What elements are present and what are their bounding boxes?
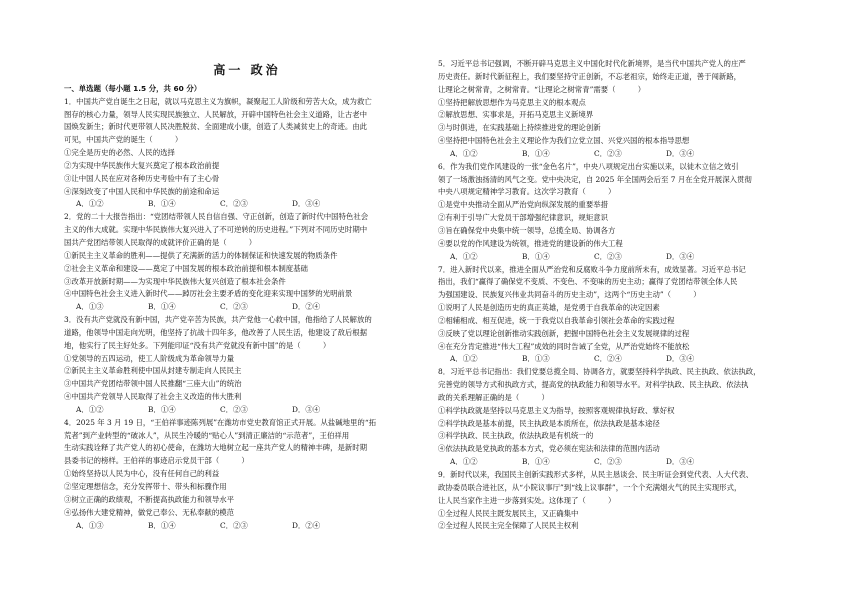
- text-line: 1．中国共产党自诞生之日起，就以马克思主义为旗帜，凝聚起工人阶级和劳苦大众，成为救亡: [64, 96, 372, 106]
- text-line: ③与时俱进，在实践基础上持续推进党的理论创新: [438, 123, 601, 133]
- text-line: 8．习近平总书记指出：我们党要总揽全局、协调各方，就要坚持科学执政、民主执政、依法执政，: [438, 367, 761, 377]
- text-line: ②相辅相成、相互促进，统一于我党以自我革命引领社会革命的实践过程: [438, 315, 675, 325]
- text-line: ②坚定理想信念，充分发挥带十、带头和标骤作用: [64, 482, 227, 491]
- answer-option: D．③④: [666, 251, 695, 261]
- answer-option: A．①②: [450, 354, 478, 364]
- text-line: 荒者”到产业转型的“破冰人”，从民生冷暖的“贴心人”到清正廉洁的“示范者”，王伯祥用: [64, 430, 350, 440]
- text-line: ①新民主主义革命的胜利——提供了充满新的活力的体制保证和快速发展的物质条件: [64, 250, 338, 260]
- answer-option: B．①④: [148, 302, 176, 312]
- answer-option: B．①④: [522, 148, 550, 158]
- text-line: ②社会主义革命和建设——奠定了中国发展的根本政治前提和根本制度基础: [64, 263, 308, 273]
- text-line: ①说明了人民是创造历史的真正英雄，是党勇于自我革命的决定因素: [438, 303, 660, 313]
- text-line: ②新民主主义革命胜利使中国从封建专制走向人民民主: [64, 366, 242, 376]
- text-line: ②为实现中华民族伟大复兴奠定了根本政治前提: [64, 160, 220, 170]
- text-line: ①完全是历史的必然、人民的选择: [64, 148, 175, 158]
- text-line: ①科学执政就是坚持以马克思主义为指导，按照客观规律执好政、掌好权: [438, 405, 675, 415]
- text-line: 让人民当家作主进一步落到实处。这体现了（ ）: [438, 495, 616, 505]
- text-line: ④深刻改变了中国人民和中华民族的前途和命运: [64, 186, 220, 196]
- text-line: 国共产党团结带领人民取得的成就评价正确的是（ ）: [64, 237, 257, 247]
- answer-option: D．③④: [666, 148, 695, 158]
- text-line: 生动实践诠释了共产党人的初心使命，在潍坊大地树立起一座共产党人的精神丰碑，是新时期: [64, 443, 368, 453]
- text-line: ④要以党的作风建设为统领，推进党的建设新的伟大工程: [438, 238, 623, 248]
- text-line: ②解放思想、实事求是，开拓马克思主义新境界: [438, 110, 594, 120]
- text-line: ④弘扬伟大建党精神，做党己奉公、无私奉献的模范: [64, 507, 234, 517]
- text-line: 道路，他领导中国走向光明，他坚持了抗战十四年多，他改善了人民生活，他建设了敌后根据: [64, 327, 368, 337]
- text-line: ④在充分肯定推进“伟大工程”成效的同时告诫了全党，从严治党始终不能放松: [438, 341, 690, 351]
- text-line: 让理论之树常青，之树常青。“让理论之树常青”需要（ ）: [438, 84, 646, 94]
- text-line: 4．2025 年 3 月 19 日，“王伯祥事迹陈列展”在潍坊市党史教育馆正式开展。从盐碱地里的“拓: [64, 417, 376, 427]
- answer-option: B．①③: [522, 354, 550, 364]
- answer-option: A．①②: [76, 199, 104, 209]
- text-line: ①全过程人民民主既发展民主，又正确集中: [438, 508, 579, 518]
- answer-option: B．①④: [148, 199, 176, 209]
- text-line: 中央八项规定精神学习教育。这次学习教育（ ）: [438, 187, 616, 197]
- right-questions: [438, 58, 804, 533]
- answer-options: [64, 198, 430, 211]
- text-line: 国焕发新生；新时代更带领人民决胜脱贫、全面建成小康，创造了人类减贫史上的奇迹。由此: [64, 122, 368, 132]
- text-line: ③中国共产党团结带领中国人民推翻“三座大山”的统治: [64, 379, 242, 389]
- text-line: 为强国建设、民族复兴伟业共同奋斗的历史主动”，这两个“历史主动”（ ）: [438, 290, 701, 300]
- text-line: ①坚持把解放思想作为马克思主义的根本观点: [438, 97, 586, 107]
- answer-option: D．③④: [666, 457, 695, 467]
- answer-option: C．②③: [220, 302, 248, 312]
- text-line: ④中国特色社会主义进入新时代——踔厉社会主要矛盾的变化迎来实现中国梦的光明前景: [64, 289, 353, 299]
- answer-options: [438, 148, 804, 161]
- text-line: ③反映了党以理论创新推动实践创新，把握中国特色社会主义发展规律的过程: [438, 328, 690, 338]
- answer-options: [438, 456, 804, 469]
- answer-option: C．②③: [594, 148, 622, 158]
- answer-option: C．②③: [220, 404, 248, 414]
- text-line: 3．没有共产党就没有新中国，共产党辛苦为民族，共产党他一心救中国，他指给了人民解放的: [64, 315, 372, 325]
- text-line: 可见，中国共产党的诞生（ ）: [64, 135, 183, 145]
- answer-option: B．①④: [522, 251, 550, 261]
- text-line: ①始终坚持以人民为中心，没有任何自己的利益: [64, 469, 220, 479]
- answer-option: A．①②: [450, 148, 478, 158]
- text-line: ④中国共产党领导人民取得了社会主义改造的伟大胜利: [64, 392, 242, 402]
- text-line: 完善党的领导方式和执政方式，提高党的执政能力和领导水平。对科学执政、民主执政、依法执: [438, 380, 749, 390]
- answer-options: [64, 301, 430, 314]
- text-line: 7．进入新时代以来，推进全面从严治党和反腐败斗争力度前所未有，成效显著。习近平总书记: [438, 264, 746, 274]
- answer-option: D．②④: [292, 520, 321, 530]
- text-line: ①是党中央推动全面从严治党向纵深发展的重要举措: [438, 200, 608, 210]
- answer-options: [64, 520, 430, 533]
- answer-option: A．①②: [450, 251, 478, 261]
- text-line: ③让中国人民在应对各种历史考验中有了主心骨: [64, 173, 220, 183]
- text-line: ③科学执政、民主执政，依法执政是有机统一的: [438, 431, 594, 441]
- text-line: 9．新时代以来，我国民主创新实践形式多样，从民主恳谈会、民主听证会到党代表、人大代表、: [438, 470, 754, 479]
- text-line: ②全过程人民民主完全保障了人民民主权利: [438, 521, 579, 531]
- answer-option: C．②③: [594, 251, 622, 261]
- page-title: 高一 政治: [213, 63, 281, 77]
- answer-option: C．②③: [594, 457, 622, 467]
- answer-option: D．②④: [292, 302, 321, 312]
- text-line: 主义的伟大成就。实现中华民族伟大复兴进入了不可逆转的历史进程。”下列对不同历史时期中: [64, 225, 368, 235]
- answer-option: D．③④: [292, 199, 321, 209]
- text-line: 政协委员联合进社区，从“小院议事厅”到“线上议事群”，一个个充满烟火气的民主实现形式，: [438, 482, 742, 492]
- answer-option: B．①④: [148, 404, 176, 414]
- answer-option: B．①④: [148, 520, 176, 530]
- left-questions: [64, 96, 430, 533]
- answer-option: D．③④: [292, 404, 321, 414]
- answer-option: C．②④: [594, 354, 622, 364]
- text-line: ③改革开放新时期——为实现中华民族伟大复兴创造了根本社会条件: [64, 276, 286, 286]
- answer-options: [438, 251, 804, 264]
- answer-option: B．①④: [522, 457, 550, 467]
- answer-option: D．③④: [666, 354, 695, 364]
- text-line: ④坚持把中国特色社会主义理论作为我们立党立国、兴党兴国的根本指导思想: [438, 136, 690, 146]
- text-line: ①党领导的五四运动，使工人阶级成为革命领导力量: [64, 353, 234, 363]
- text-line: 历史责任。新时代新征程上，我们要坚持守正创新，不忘老祖宗，始终走正道，善于闯新路，: [438, 71, 742, 81]
- answer-options: [438, 353, 804, 366]
- text-line: ③旨在确保党中央集中统一领导，总揽全局、协调各方: [438, 225, 616, 235]
- text-line: 图存的核心力量，领导人民实现民族独立、人民解放，开辟中国特色社会主义道路，让古老中: [64, 109, 368, 119]
- text-line: ③树立正确的政绩观，不断提高执政能力和领导水平: [64, 494, 234, 504]
- answer-option: A．①②: [76, 404, 104, 414]
- text-line: 指出，我们“赢得了确保党不变质、不变色、不变味的历史主动；赢得了党团结带领全体人民: [438, 277, 738, 287]
- answer-option: C．②③: [220, 199, 248, 209]
- answer-option: A．①③: [76, 302, 104, 312]
- text-line: 县委书记的榜样。王伯祥的事迹启示党员干部（ ）: [64, 456, 249, 466]
- answer-option: A．①②: [450, 457, 478, 467]
- section-heading: 一、单选题（每小题 1.5 分，共 60 分）: [64, 83, 202, 93]
- text-line: 领了一场激浊扬清的风气之变。党中央决定，自 2025 年全国两会后至 7 月在全党开展深入贯彻: [438, 174, 752, 184]
- text-line: ②有利于引导广大党员干部增强纪律意识，规矩意识: [438, 213, 608, 223]
- text-line: ④依法执政是党执政的基本方式，党必须在宪法和法律的范围内活动: [438, 444, 660, 454]
- answer-option: A．①③: [76, 520, 104, 530]
- text-line: 2．党的二十大报告指出：“党团结带领人民自信自强、守正创新，创造了新时代中国特色社会: [64, 212, 369, 222]
- right-column: [438, 58, 804, 533]
- answer-option: C．②③: [220, 520, 248, 530]
- left-column: [64, 64, 430, 532]
- answer-options: [64, 404, 430, 417]
- text-line: ②科学执政是基本前提，民主执政是本质所在，依法执政是基本途径: [438, 418, 660, 428]
- text-line: 6．作为我们党作风建设的一张“金色名片”，中央八项规定出台实施以来，以徒木立信之效引: [438, 161, 739, 171]
- text-line: 政的关系理解正确的是（ ）: [438, 392, 549, 402]
- text-line: 5．习近平总书记强调，不断开辟马克思主义中国化时代化新境界，是当代中国共产党人的庄严: [438, 59, 746, 68]
- text-line: 地，他实行了民主好处多。下列能印证“没有共产党就没有新中国”的是（ ）: [64, 340, 331, 350]
